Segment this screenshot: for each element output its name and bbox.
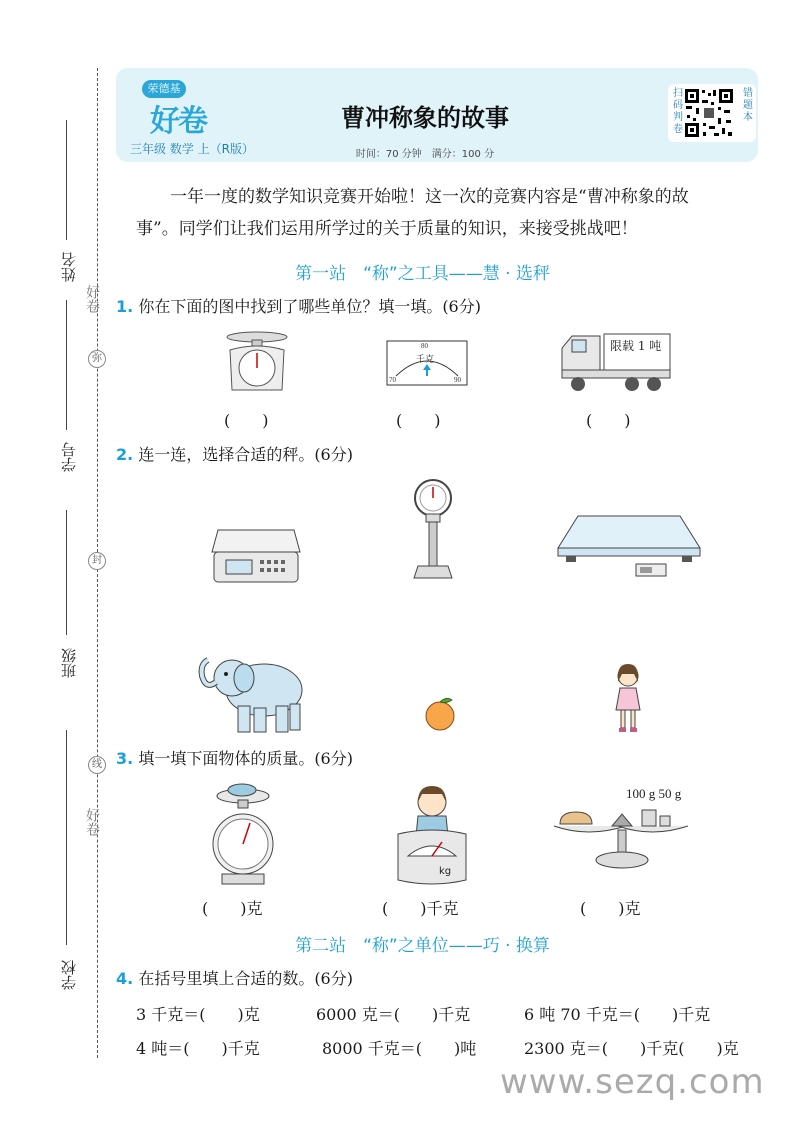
question-text: 连一连，选择合适的秤。(6分) bbox=[138, 445, 353, 464]
q3-fill-1[interactable]: ( )克 bbox=[202, 899, 263, 918]
qr-right-text: 错题本 bbox=[743, 88, 753, 123]
question-number: 1. bbox=[116, 297, 134, 316]
q1-answer-2[interactable]: ( ) bbox=[396, 411, 441, 430]
body-scale-icon bbox=[406, 478, 460, 584]
svg-text:90: 90 bbox=[454, 376, 461, 384]
intro-line-1: 一年一度的数学知识竞赛开始啦！这一次的竞赛内容是“曹冲称象的故 bbox=[170, 187, 689, 207]
q4-row1-item1[interactable]: 3 千克＝( )克 bbox=[136, 1005, 260, 1024]
truck-icon bbox=[558, 330, 674, 394]
brand-tag: 荣德基 bbox=[142, 80, 186, 98]
student-id-rule bbox=[66, 300, 67, 430]
side-logo-bottom: 好卷 bbox=[84, 808, 100, 836]
name-label: 姓名 bbox=[60, 252, 78, 282]
question-number: 2. bbox=[116, 445, 134, 464]
question-text: 你在下面的图中找到了哪些单位？填一填。(6分) bbox=[138, 297, 481, 316]
svg-text:80: 80 bbox=[421, 342, 428, 350]
q3-fill-3[interactable]: ( )克 bbox=[580, 899, 641, 918]
exam-meta: 时间：70 分钟 满分：100 分 bbox=[355, 149, 495, 160]
electronic-scale-icon bbox=[210, 526, 302, 586]
grade-label: 三年级 数学 上（R版） bbox=[130, 142, 254, 156]
q4-row1-item3[interactable]: 6 吨 70 千克＝( )千克 bbox=[524, 1005, 711, 1024]
balance-scale-icon bbox=[548, 782, 696, 874]
q4-row2-item3[interactable]: 2300 克＝( )千克( )克 bbox=[524, 1039, 739, 1058]
section-2-heading: 第二站 “称”之单位——巧 · 换算 bbox=[295, 936, 550, 956]
seal-xian: 线 bbox=[88, 756, 106, 774]
q4-row2-item2[interactable]: 8000 千克＝( )吨 bbox=[322, 1039, 477, 1058]
q4-row1-item2[interactable]: 6000 克＝( )千克 bbox=[316, 1005, 471, 1024]
section-1-heading: 第一站 “称”之工具——慧 · 选秤 bbox=[295, 264, 550, 284]
q4-row2-item1[interactable]: 4 吨＝( )千克 bbox=[136, 1039, 260, 1058]
question-text: 填一填下面物体的质量。(6分) bbox=[138, 749, 353, 768]
fish-dial-scale-icon bbox=[208, 782, 278, 888]
school-label: 学校 bbox=[60, 960, 78, 990]
question-1 bbox=[116, 294, 481, 317]
qr-code-icon[interactable] bbox=[684, 88, 734, 138]
qr-left-text: 扫码判卷 bbox=[673, 88, 683, 135]
svg-text:限载 1 吨: 限载 1 吨 bbox=[610, 339, 662, 353]
school-rule bbox=[66, 730, 67, 945]
question-3 bbox=[116, 746, 353, 769]
q1-answer-1[interactable]: ( ) bbox=[224, 411, 269, 430]
dial-gauge-icon bbox=[386, 340, 468, 386]
class-label: 班级 bbox=[60, 648, 78, 678]
question-2 bbox=[116, 442, 353, 465]
page-title: 曹冲称象的故事 bbox=[341, 104, 509, 132]
watermark: www.sezq.com bbox=[500, 1062, 765, 1102]
svg-text:千克: 千克 bbox=[416, 355, 435, 365]
orange-icon bbox=[422, 694, 458, 732]
svg-text:70: 70 bbox=[389, 376, 396, 384]
class-rule bbox=[66, 510, 67, 635]
student-id-label: 学号 bbox=[60, 442, 78, 472]
question-4 bbox=[116, 966, 353, 989]
svg-text:kg: kg bbox=[439, 866, 452, 877]
intro-line-2: 事”。同学们让我们运用所学过的关于质量的知识，来接受挑战吧！ bbox=[136, 219, 638, 239]
svg-text:100 g 50 g: 100 g 50 g bbox=[626, 786, 682, 801]
seal-mi: 弥 bbox=[88, 350, 106, 368]
girl-icon bbox=[610, 662, 646, 736]
q3-fill-2[interactable]: ( )千克 bbox=[382, 899, 459, 918]
q1-answer-3[interactable]: ( ) bbox=[586, 411, 631, 430]
name-rule bbox=[66, 120, 67, 240]
seal-feng: 封 bbox=[88, 552, 106, 570]
kitchen-scale-icon bbox=[222, 330, 292, 394]
question-number: 4. bbox=[116, 969, 134, 988]
platform-scale-icon bbox=[556, 512, 702, 580]
bathroom-scale-girl-icon bbox=[392, 784, 472, 888]
side-logo-top: 好卷 bbox=[84, 285, 100, 313]
question-text: 在括号里填上合适的数。(6分) bbox=[138, 969, 353, 988]
brand-logo: 好卷 bbox=[150, 104, 206, 139]
elephant-icon bbox=[196, 650, 308, 736]
question-number: 3. bbox=[116, 749, 134, 768]
